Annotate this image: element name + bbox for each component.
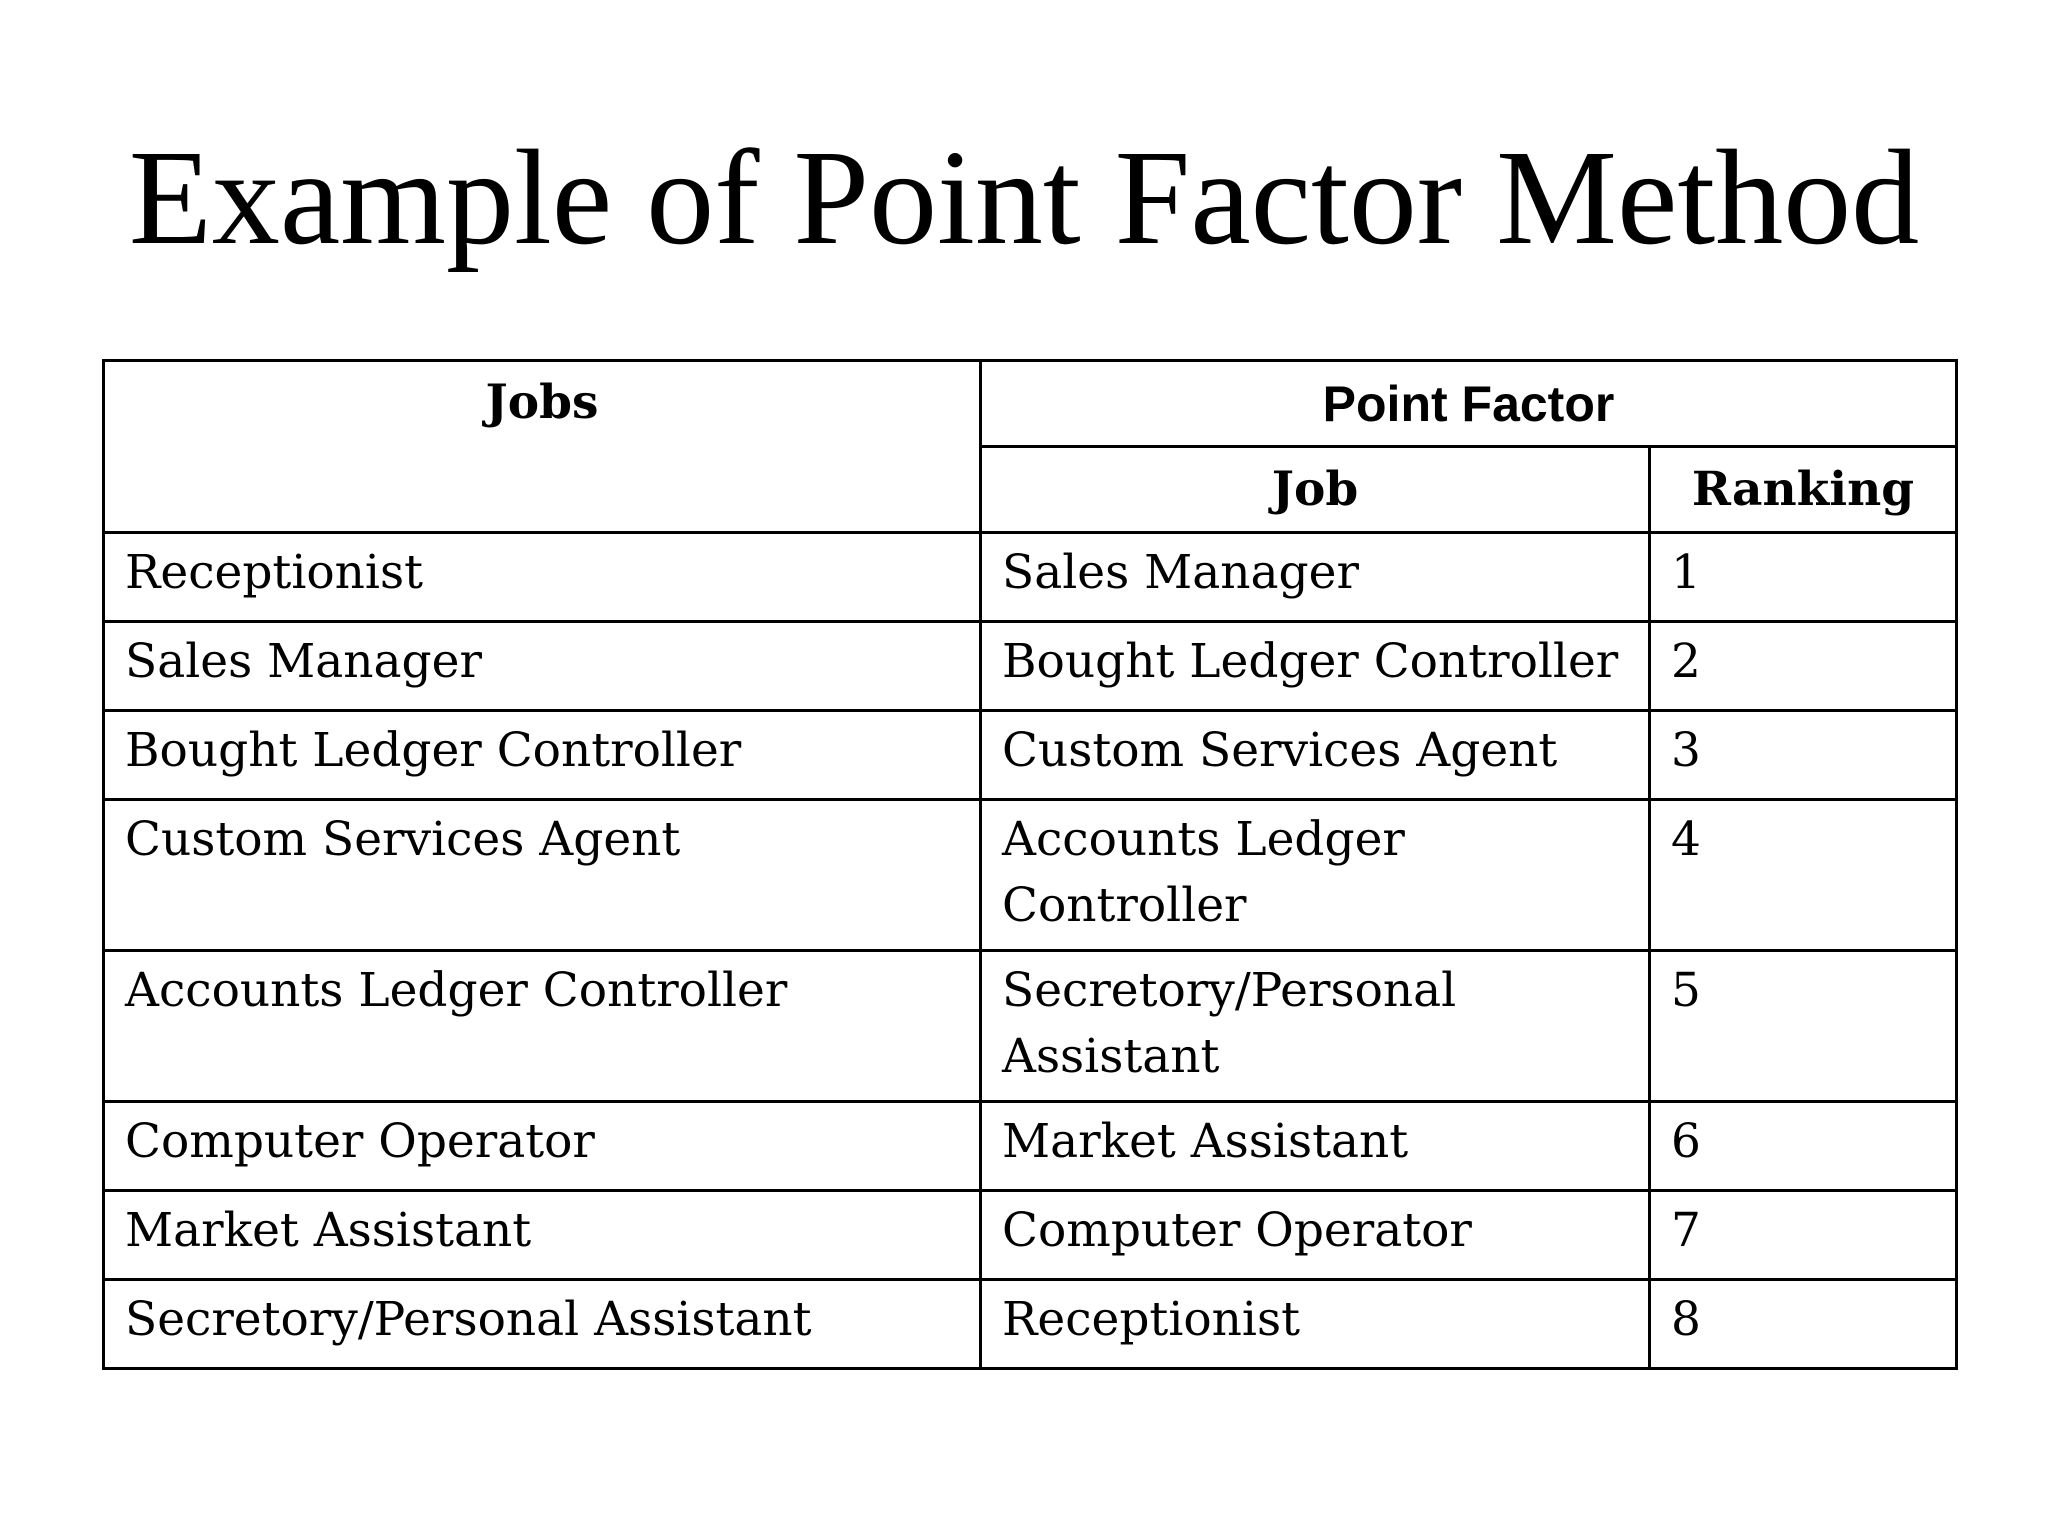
- cell-job: Sales Manager: [981, 533, 1650, 622]
- cell-jobs: Computer Operator: [104, 1102, 981, 1191]
- table-header-row: [104, 361, 1957, 447]
- header-point-factor: Point Factor: [981, 361, 1957, 447]
- table-row: [104, 622, 1957, 711]
- table-row: [104, 1280, 1957, 1369]
- cell-jobs: Bought Ledger Controller: [104, 711, 981, 800]
- cell-job: Market Assistant: [981, 1102, 1650, 1191]
- cell-jobs: Secretory/Personal Assistant: [104, 1280, 981, 1369]
- cell-job: Receptionist: [981, 1280, 1650, 1369]
- cell-job: Accounts Ledger Controller: [981, 800, 1650, 951]
- cell-jobs: Sales Manager: [104, 622, 981, 711]
- point-factor-table: [102, 359, 1958, 1370]
- cell-job: Secretory/Personal Assistant: [981, 951, 1650, 1102]
- table-row: [104, 800, 1957, 951]
- table-row: [104, 711, 1957, 800]
- cell-ranking: 5: [1650, 951, 1957, 1102]
- cell-ranking: 2: [1650, 622, 1957, 711]
- table-row: [104, 951, 1957, 1102]
- header-job: Job: [981, 447, 1650, 533]
- cell-ranking: 3: [1650, 711, 1957, 800]
- cell-job: Computer Operator: [981, 1191, 1650, 1280]
- cell-job: Custom Services Agent: [981, 711, 1650, 800]
- cell-ranking: 1: [1650, 533, 1957, 622]
- cell-jobs: Custom Services Agent: [104, 800, 981, 951]
- cell-jobs: Receptionist: [104, 533, 981, 622]
- cell-job: Bought Ledger Controller: [981, 622, 1650, 711]
- slide-title: Example of Point Factor Method: [128, 123, 1920, 273]
- cell-ranking: 4: [1650, 800, 1957, 951]
- table-row: [104, 1102, 1957, 1191]
- cell-ranking: 7: [1650, 1191, 1957, 1280]
- cell-ranking: 8: [1650, 1280, 1957, 1369]
- header-jobs: Jobs: [104, 361, 981, 533]
- header-ranking: Ranking: [1650, 447, 1957, 533]
- cell-jobs: Market Assistant: [104, 1191, 981, 1280]
- table-row: [104, 1191, 1957, 1280]
- cell-ranking: 6: [1650, 1102, 1957, 1191]
- table-row: [104, 533, 1957, 622]
- cell-jobs: Accounts Ledger Controller: [104, 951, 981, 1102]
